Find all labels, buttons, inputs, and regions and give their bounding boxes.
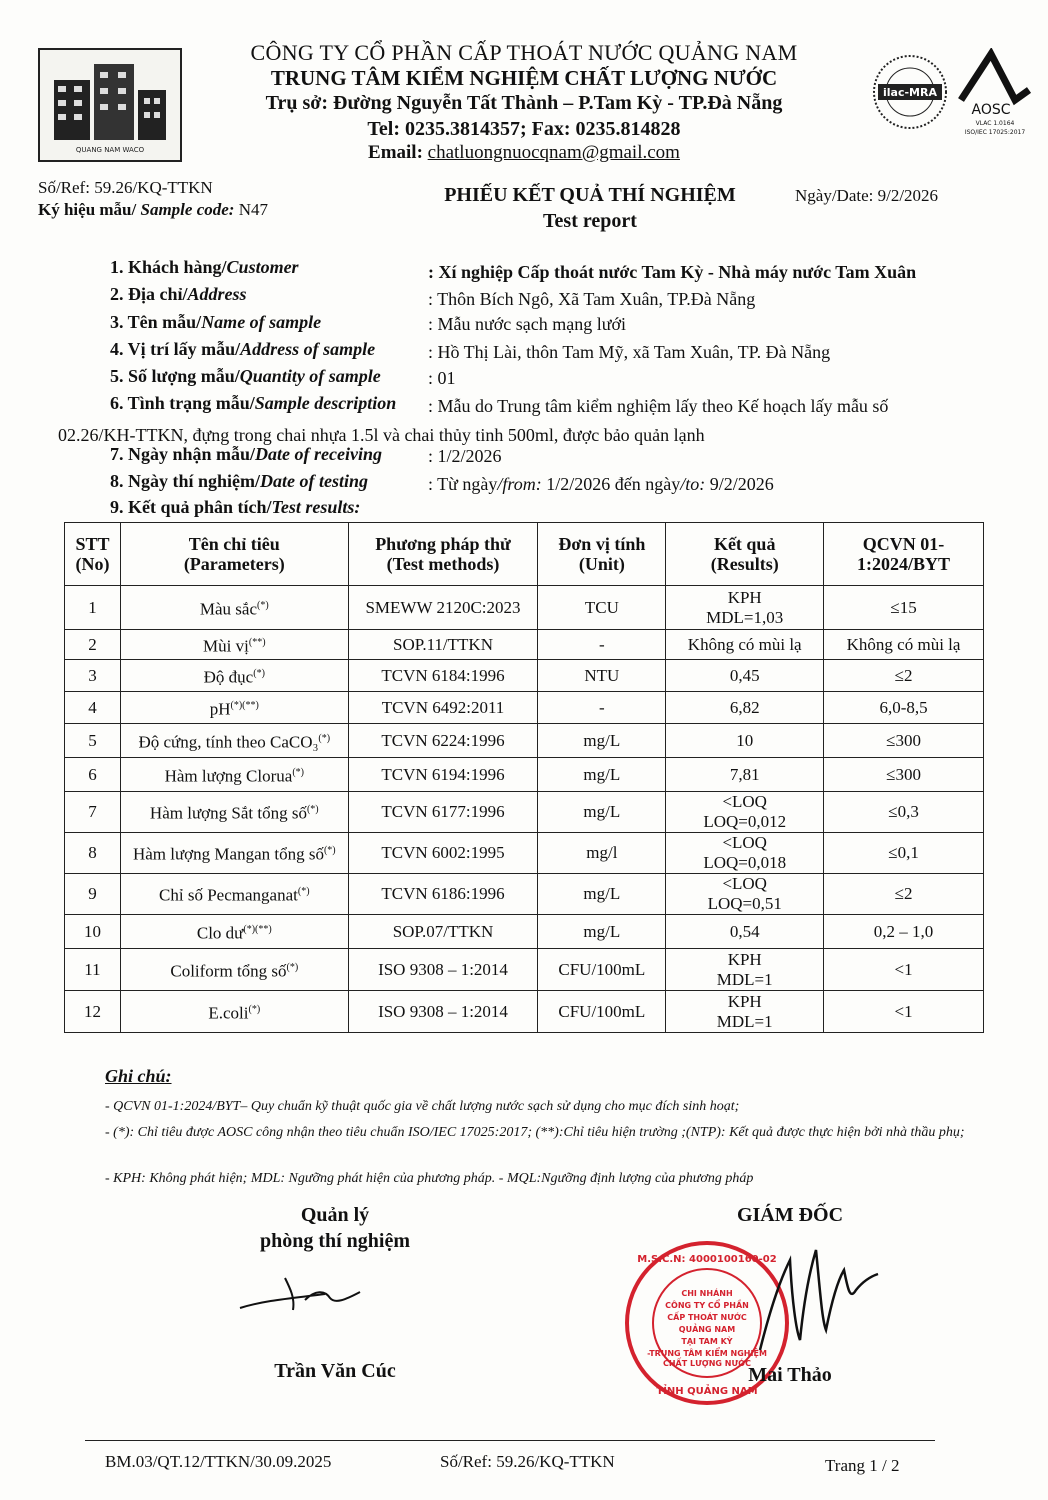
cell-parameter: Độ cứng, tính theo CaCO₃(*) bbox=[120, 724, 348, 758]
cell-parameter: Hàm lượng Sắt tổng số(*) bbox=[120, 792, 348, 833]
cell-parameter: Độ đục(*) bbox=[120, 660, 348, 692]
table-row bbox=[65, 692, 984, 724]
phone-fax: Tel: 0235.3814357; Fax: 0235.814828 bbox=[367, 118, 681, 140]
email-label: Email: bbox=[368, 142, 423, 163]
report-title-en: Test report bbox=[543, 210, 637, 232]
info-label-sample-location: 4. Vị trí lấy mẫu/Address of sample bbox=[110, 339, 376, 359]
cell-no: 4 bbox=[65, 692, 121, 724]
cell-no: 1 bbox=[65, 586, 121, 630]
cell-limit: 0,2 – 1,0 bbox=[824, 915, 984, 949]
cell-unit: NTU bbox=[538, 660, 666, 692]
cell-parameter: E.coli(*) bbox=[120, 991, 348, 1033]
table-row bbox=[65, 586, 984, 630]
manager-title-2: phòng thí nghiệm bbox=[259, 1230, 411, 1252]
cell-no: 10 bbox=[65, 915, 121, 949]
cell-method: ISO 9308 – 1:2014 bbox=[348, 949, 538, 991]
cell-method: TCVN 6002:1995 bbox=[348, 833, 538, 874]
svg-text:ilac-MRA: ilac-MRA bbox=[883, 86, 937, 99]
cell-parameter: pH(*)(**) bbox=[120, 692, 348, 724]
svg-text:TỈNH QUẢNG NAM: TỈNH QUẢNG NAM bbox=[656, 1386, 758, 1397]
header-result: Kết quả (Results) bbox=[666, 523, 824, 586]
center-name: TRUNG TÂM KIỂM NGHIỆM CHẤT LƯỢNG NƯỚC bbox=[270, 66, 778, 90]
cell-limit: ≤0,3 bbox=[824, 792, 984, 833]
table-header-row bbox=[65, 523, 984, 586]
cell-limit: ≤2 bbox=[824, 660, 984, 692]
info-value-address: : Thôn Bích Ngô, Xã Tam Xuân, TP.Đà Nẵng bbox=[428, 289, 756, 309]
cell-result: 6,82 bbox=[666, 692, 824, 724]
cell-limit: ≤0,1 bbox=[824, 833, 984, 874]
cell-no: 2 bbox=[65, 630, 121, 660]
cell-no: 6 bbox=[65, 758, 121, 792]
header-unit: Đơn vị tính (Unit) bbox=[538, 523, 666, 586]
cell-result: KPH MDL=1 bbox=[666, 991, 824, 1033]
cell-parameter: Coliform tổng số(*) bbox=[120, 949, 348, 991]
cell-method: TCVN 6184:1996 bbox=[348, 660, 538, 692]
cell-no: 11 bbox=[65, 949, 121, 991]
manager-signature bbox=[235, 1270, 375, 1320]
results-label: 9. Kết quả phân tích/Test results: bbox=[110, 497, 361, 517]
svg-text:QUẢNG NAM: QUẢNG NAM bbox=[678, 1325, 736, 1334]
info-value-description-cont: 02.26/KH-TTKN, đựng trong chai nhựa 1.5l và chai thủy tinh 500ml, được bảo quản lạnh bbox=[58, 425, 705, 445]
cell-method: TCVN 6186:1996 bbox=[348, 874, 538, 915]
info-value-testing: : Từ ngày/from: 1/2/2026 đến ngày/to: 9/2/2026 bbox=[428, 474, 774, 494]
info-value-sample-location: : Hồ Thị Lài, thôn Tam Mỹ, xã Tam Xuân, TP. Đà Nẵng bbox=[428, 342, 831, 362]
info-value-quantity: : 01 bbox=[428, 368, 456, 388]
cell-method: TCVN 6492:2011 bbox=[348, 692, 538, 724]
cell-unit: - bbox=[538, 692, 666, 724]
svg-text:QUANG NAM WACO: QUANG NAM WACO bbox=[75, 146, 145, 154]
cell-parameter: Hàm lượng Mangan tổng số(*) bbox=[120, 833, 348, 874]
manager-title: Quản lý bbox=[300, 1204, 370, 1226]
cell-unit: TCU bbox=[538, 586, 666, 630]
table-row bbox=[65, 660, 984, 692]
cell-limit: ≤300 bbox=[824, 724, 984, 758]
cell-limit: 6,0-8,5 bbox=[824, 692, 984, 724]
cell-unit: CFU/100mL bbox=[538, 949, 666, 991]
cell-parameter: Màu sắc(*) bbox=[120, 586, 348, 630]
cell-unit: CFU/100mL bbox=[538, 991, 666, 1033]
report-title: PHIẾU KẾT QUẢ THÍ NGHIỆM bbox=[444, 184, 736, 206]
header-parameter: Tên chỉ tiêu (Parameters) bbox=[120, 523, 348, 586]
svg-text:CẤP THOÁT NƯỚC: CẤP THOÁT NƯỚC bbox=[667, 1313, 747, 1322]
cell-unit: mg/L bbox=[538, 792, 666, 833]
footer-divider bbox=[85, 1440, 935, 1441]
info-label-quantity: 5. Số lượng mẫu/Quantity of sample bbox=[110, 366, 381, 386]
table-row bbox=[65, 630, 984, 660]
info-value-customer: : Xí nghiệp Cấp thoát nước Tam Kỳ - Nhà máy nước Tam Xuân bbox=[428, 262, 917, 282]
cell-result: 10 bbox=[666, 724, 824, 758]
cell-unit: mg/L bbox=[538, 874, 666, 915]
cell-unit: mg/l bbox=[538, 833, 666, 874]
cell-result: 0,54 bbox=[666, 915, 824, 949]
info-label-description: 6. Tình trạng mẫu/Sample description bbox=[110, 393, 397, 413]
table-row bbox=[65, 874, 984, 915]
aosc-logo bbox=[955, 48, 1035, 138]
info-label-address: 2. Địa chỉ/Address bbox=[110, 284, 247, 304]
svg-text:CÔNG TY CỔ PHẦN: CÔNG TY CỔ PHẦN bbox=[665, 1301, 749, 1310]
svg-text:TẠI TAM KỲ: TẠI TAM KỲ bbox=[681, 1337, 733, 1346]
svg-text:ISO/IEC 17025:2017: ISO/IEC 17025:2017 bbox=[964, 129, 1026, 136]
table-row bbox=[65, 833, 984, 874]
cell-parameter: Chỉ số Pecmanganat(*) bbox=[120, 874, 348, 915]
svg-text:M.S.C.N: 4000100160-02: M.S.C.N: 4000100160-02 bbox=[637, 1254, 777, 1265]
svg-text:AOSC: AOSC bbox=[971, 102, 1011, 118]
info-label-sample-name: 3. Tên mẫu/Name of sample bbox=[110, 312, 322, 332]
info-label-customer: 1. Khách hàng/Customer bbox=[110, 257, 299, 277]
footer-ref: Số/Ref: 59.26/KQ-TTKN bbox=[440, 1452, 615, 1471]
ref-number: Số/Ref: 59.26/KQ-TTKN bbox=[38, 178, 213, 197]
cell-no: 7 bbox=[65, 792, 121, 833]
header-no: STT (No) bbox=[65, 523, 121, 586]
results-table bbox=[64, 522, 984, 1033]
cell-limit: ≤15 bbox=[824, 586, 984, 630]
cell-limit: ≤2 bbox=[824, 874, 984, 915]
report-date: Ngày/Date: 9/2/2026 bbox=[795, 186, 939, 205]
table-row bbox=[65, 991, 984, 1033]
header-method: Phương pháp thử (Test methods) bbox=[348, 523, 538, 586]
notes-title: Ghi chú: bbox=[105, 1066, 172, 1086]
cell-result: 7,81 bbox=[666, 758, 824, 792]
table-row bbox=[65, 792, 984, 833]
table-row bbox=[65, 915, 984, 949]
info-label-receiving: 7. Ngày nhận mẫu/Date of receiving bbox=[110, 444, 383, 464]
cell-method: TCVN 6224:1996 bbox=[348, 724, 538, 758]
cell-result: Không có mùi lạ bbox=[666, 630, 824, 660]
email-line bbox=[0, 142, 1048, 164]
info-label-testing: 8. Ngày thí nghiệm/Date of testing bbox=[110, 471, 369, 491]
cell-parameter: Mùi vị(**) bbox=[120, 630, 348, 660]
info-value-sample-name: : Mẫu nước sạch mạng lưới bbox=[428, 314, 627, 334]
info-value-description: : Mẫu do Trung tâm kiểm nghiệm lấy theo Kế hoạch lấy mẫu số bbox=[428, 396, 889, 416]
info-value-receiving: : 1/2/2026 bbox=[428, 446, 502, 466]
header-limit: QCVN 01- 1:2024/BYT bbox=[824, 523, 984, 586]
sample-code: Ký hiệu mẫu/ Sample code: N47 bbox=[38, 200, 268, 219]
cell-result: <LOQ LOQ=0,018 bbox=[666, 833, 824, 874]
svg-text:-TRUNG TÂM KIỂM NGHIỆM: -TRUNG TÂM KIỂM NGHIỆM bbox=[647, 1349, 767, 1358]
cell-no: 3 bbox=[65, 660, 121, 692]
cell-unit: mg/L bbox=[538, 724, 666, 758]
note-3: - KPH: Không phát hiện; MDL: Ngưỡng phát hiện của phương pháp. - MQL:Ngưỡng định lượng của phương pháp bbox=[105, 1171, 754, 1186]
cell-result: KPH MDL=1 bbox=[666, 949, 824, 991]
ilac-mra-logo bbox=[870, 52, 950, 132]
cell-limit: <1 bbox=[824, 991, 984, 1033]
cell-unit: mg/L bbox=[538, 915, 666, 949]
email-link[interactable]: chatluongnuocqnam@gmail.com bbox=[427, 142, 680, 163]
address: Trụ sở: Đường Nguyễn Tất Thành – P.Tam Kỳ - TP.Đà Nẵng bbox=[265, 92, 783, 114]
footer-page: Trang 1 / 2 bbox=[825, 1456, 900, 1475]
director-signature bbox=[740, 1240, 880, 1360]
cell-result: <LOQ LOQ=0,012 bbox=[666, 792, 824, 833]
cell-method: SMEWW 2120C:2023 bbox=[348, 586, 538, 630]
director-name: Mai Thảo bbox=[748, 1364, 832, 1386]
cell-no: 5 bbox=[65, 724, 121, 758]
company-name: CÔNG TY CỔ PHẦN CẤP THOÁT NƯỚC QUẢNG NAM bbox=[250, 40, 798, 65]
cell-parameter: Clo dư(*)(**) bbox=[120, 915, 348, 949]
svg-text:VLAC 1.0164: VLAC 1.0164 bbox=[975, 120, 1015, 127]
cell-result: <LOQ LOQ=0,51 bbox=[666, 874, 824, 915]
cell-unit: - bbox=[538, 630, 666, 660]
cell-no: 8 bbox=[65, 833, 121, 874]
table-row bbox=[65, 758, 984, 792]
svg-text:CHI NHÁNH: CHI NHÁNH bbox=[681, 1289, 733, 1298]
manager-name: Trần Văn Cúc bbox=[274, 1360, 396, 1382]
cell-method: TCVN 6177:1996 bbox=[348, 792, 538, 833]
note-1: - QCVN 01-1:2024/BYT– Quy chuẩn kỹ thuật quốc gia về chất lượng nước sạch sử dụng cho mục đích sinh hoạt; bbox=[105, 1099, 740, 1114]
cell-method: ISO 9308 – 1:2014 bbox=[348, 991, 538, 1033]
results-table-body bbox=[65, 586, 984, 1033]
cell-result: 0,45 bbox=[666, 660, 824, 692]
cell-method: SOP.11/TTKN bbox=[348, 630, 538, 660]
cell-no: 9 bbox=[65, 874, 121, 915]
cell-limit: Không có mùi lạ bbox=[824, 630, 984, 660]
director-title: GIÁM ĐỐC bbox=[736, 1204, 844, 1226]
cell-limit: ≤300 bbox=[824, 758, 984, 792]
cell-limit: <1 bbox=[824, 949, 984, 991]
cell-method: SOP.07/TTKN bbox=[348, 915, 538, 949]
note-2: - (*): Chỉ tiêu được AOSC công nhận theo tiêu chuẩn ISO/IEC 17025:2017; (**):Chỉ tiêu hiện trường ;(NTP): Kết quả được thực hiện bởi nhà thầu phụ; bbox=[105, 1125, 965, 1140]
cell-parameter: Hàm lượng Clorua(*) bbox=[120, 758, 348, 792]
footer-form-code: BM.03/QT.12/TTKN/30.09.2025 bbox=[105, 1452, 332, 1471]
cell-no: 12 bbox=[65, 991, 121, 1033]
cell-unit: mg/L bbox=[538, 758, 666, 792]
cell-result: KPH MDL=1,03 bbox=[666, 586, 824, 630]
table-row bbox=[65, 724, 984, 758]
cell-method: TCVN 6194:1996 bbox=[348, 758, 538, 792]
table-row bbox=[65, 949, 984, 991]
svg-text:CHẤT LƯỢNG NƯỚC: CHẤT LƯỢNG NƯỚC bbox=[662, 1359, 752, 1368]
